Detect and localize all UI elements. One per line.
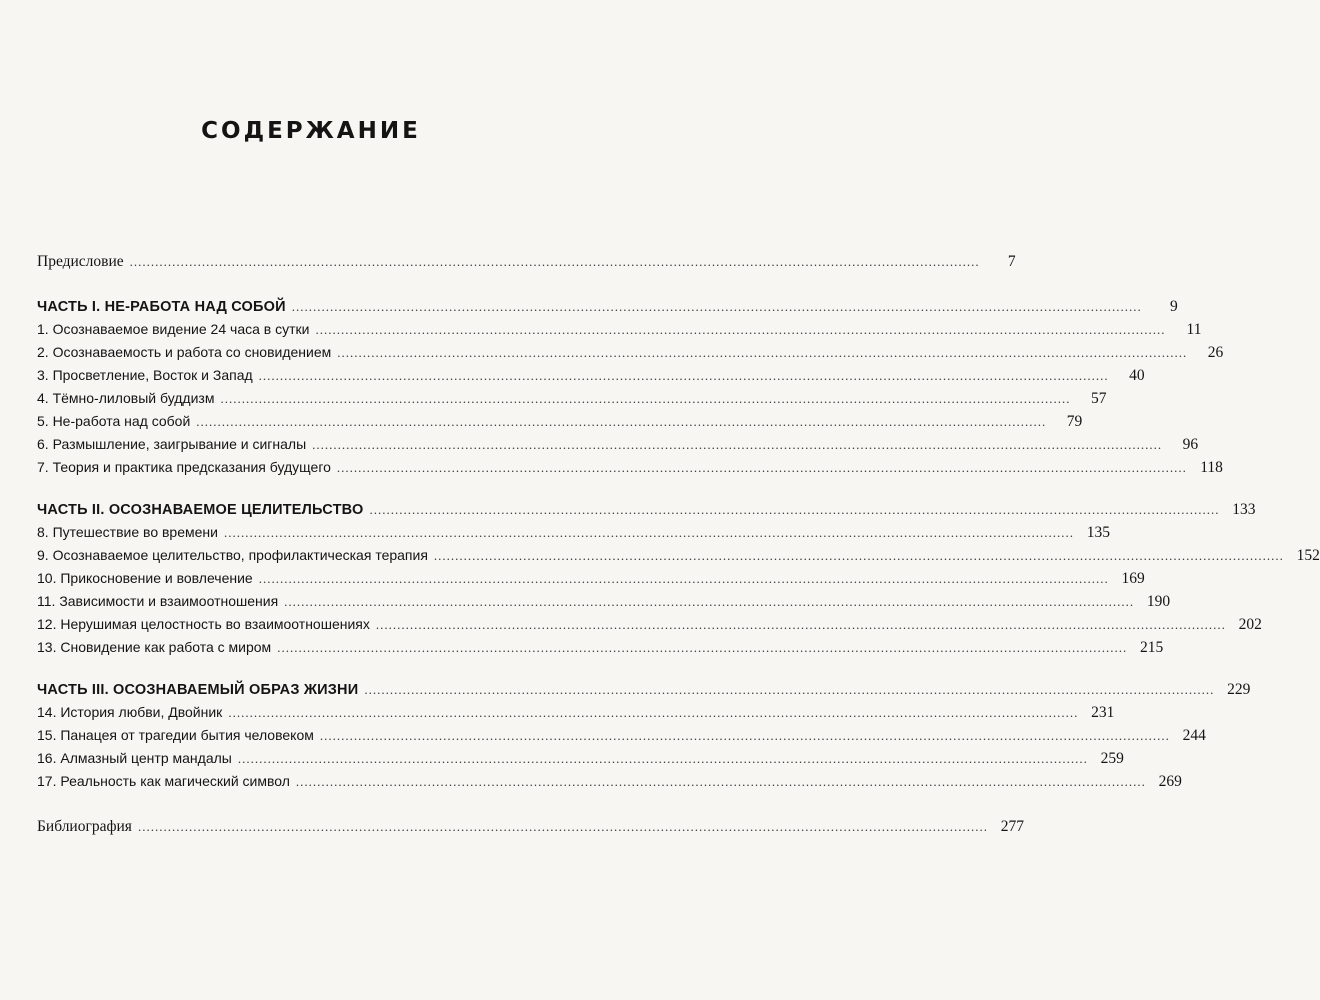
chapter-title: 9. Осознаваемое целительство, профилактическая терапия	[37, 547, 428, 563]
toc-part-3[interactable]	[37, 678, 1251, 701]
dot-leader: ........................................................................................................................................................................................................	[369, 502, 1220, 517]
toc-page-number: 9	[1170, 298, 1178, 315]
dot-leader: ........................................................................................................................................................................................................	[137, 819, 988, 834]
toc-chapter[interactable]	[37, 770, 1182, 793]
toc-page-number: 277	[1000, 818, 1024, 835]
chapter-title: 15. Панацея от трагедии бытия человеком	[37, 727, 314, 743]
toc-chapter[interactable]	[37, 567, 1145, 590]
toc-page-number: 169	[1121, 570, 1145, 587]
dot-leader: ........................................................................................................................................................................................................	[336, 460, 1187, 475]
toc-chapter[interactable]	[37, 364, 1145, 387]
chapter-title: 14. История любви, Двойник	[37, 704, 223, 720]
dot-leader: ........................................................................................................................................................................................................	[291, 299, 1142, 314]
toc-page-number: 133	[1232, 501, 1256, 518]
chapter-title: 12. Нерушимая целостность во взаимоотношениях	[37, 616, 370, 632]
chapter-title: 2. Осознаваемость и работа со сновидением	[37, 344, 332, 360]
chapter-title: 4. Тёмно-лиловый буддизм	[37, 390, 215, 406]
chapter-title: 5. Не-работа над собой	[37, 413, 191, 429]
toc-chapter[interactable]	[37, 544, 1320, 567]
chapter-title: 6. Размышление, заигрывание и сигналы	[37, 436, 307, 452]
dot-leader: ........................................................................................................................................................................................................	[364, 682, 1215, 697]
toc-page-number: 215	[1139, 639, 1164, 656]
part-title: ЧАСТЬ I. НЕ-РАБОТА НАД СОБОЙ	[37, 299, 286, 315]
toc-page-number: 11	[1186, 321, 1202, 338]
toc-page-number: 229	[1227, 681, 1251, 698]
toc-chapter[interactable]	[37, 747, 1124, 770]
toc-page-number: 202	[1238, 616, 1262, 633]
dot-leader: ........................................................................................................................................................................................................	[284, 594, 1135, 609]
toc-page-number: 231	[1091, 704, 1115, 721]
toc-chapter[interactable]	[37, 613, 1262, 636]
dot-leader: ........................................................................................................................................................................................................	[223, 525, 1074, 540]
toc-part-2[interactable]	[37, 498, 1256, 521]
dot-leader: ........................................................................................................................................................................................................	[258, 368, 1109, 383]
toc-entry-label: Предисловие	[37, 253, 124, 270]
toc-chapter[interactable]	[37, 701, 1115, 724]
dot-leader: ........................................................................................................................................................................................................	[433, 548, 1284, 563]
toc-page-number: 57	[1090, 390, 1107, 407]
dot-leader: ........................................................................................................................................................................................................	[129, 254, 980, 269]
table-of-contents	[37, 250, 1320, 838]
chapter-title: 7. Теория и практика предсказания будущего	[37, 459, 331, 475]
dot-leader: ........................................................................................................................................................................................................	[196, 414, 1047, 429]
chapter-title: 13. Сновидение как работа с миром	[37, 639, 272, 655]
toc-entry-label: Библиография	[37, 818, 132, 835]
dot-leader: ........................................................................................................................................................................................................	[337, 345, 1188, 360]
toc-page-number: 135	[1086, 524, 1110, 541]
toc-chapter[interactable]	[37, 341, 1224, 364]
toc-page-number: 7	[1007, 253, 1016, 270]
toc-page-number: 244	[1182, 727, 1206, 744]
dot-leader: ........................................................................................................................................................................................................	[375, 617, 1226, 632]
toc-chapter[interactable]	[37, 724, 1206, 747]
dot-leader: ........................................................................................................................................................................................................	[258, 571, 1109, 586]
toc-chapter[interactable]	[37, 410, 1083, 433]
toc-page-number: 152	[1296, 547, 1320, 564]
chapter-title: 3. Просветление, Восток и Запад	[37, 367, 253, 383]
toc-chapter[interactable]	[37, 318, 1202, 341]
toc-chapter[interactable]	[37, 636, 1164, 659]
chapter-title: 8. Путешествие во времени	[37, 524, 218, 540]
chapter-title: 11. Зависимости и взаимоотношения	[37, 593, 279, 609]
toc-part-1[interactable]	[37, 295, 1178, 318]
toc-entry-bibliography[interactable]	[37, 815, 1024, 838]
toc-page-number: 269	[1158, 773, 1182, 790]
chapter-title: 1. Осознаваемое видение 24 часа в сутки	[37, 321, 310, 337]
toc-chapter[interactable]	[37, 521, 1110, 544]
dot-leader: ........................................................................................................................................................................................................	[319, 728, 1170, 743]
toc-page-number: 79	[1066, 413, 1083, 430]
dot-leader: ........................................................................................................................................................................................................	[220, 391, 1071, 406]
toc-page-number: 40	[1129, 367, 1145, 384]
toc-page-number: 118	[1200, 459, 1223, 476]
toc-page-number: 26	[1207, 344, 1224, 361]
dot-leader: ........................................................................................................................................................................................................	[312, 437, 1163, 452]
part-title: ЧАСТЬ II. ОСОЗНАВАЕМОЕ ЦЕЛИТЕЛЬСТВО	[37, 502, 364, 518]
chapter-title: 10. Прикосновение и вовлечение	[37, 570, 253, 586]
dot-leader: ........................................................................................................................................................................................................	[277, 640, 1128, 655]
toc-page-number: 96	[1182, 436, 1199, 453]
toc-chapter[interactable]	[37, 590, 1171, 613]
toc-page-number: 259	[1100, 750, 1124, 767]
page-title: СОДЕРЖАНИЕ	[201, 118, 421, 144]
dot-leader: ........................................................................................................................................................................................................	[228, 705, 1079, 720]
chapter-title: 17. Реальность как магический символ	[37, 773, 290, 789]
toc-page-number: 190	[1146, 593, 1171, 610]
dot-leader: ........................................................................................................................................................................................................	[315, 322, 1166, 337]
toc-entry-preface[interactable]	[37, 250, 1016, 273]
toc-chapter[interactable]	[37, 433, 1199, 456]
dot-leader: ........................................................................................................................................................................................................	[237, 751, 1088, 766]
chapter-title: 16. Алмазный центр мандалы	[37, 750, 232, 766]
dot-leader: ........................................................................................................................................................................................................	[295, 774, 1146, 789]
toc-chapter[interactable]	[37, 456, 1223, 479]
part-title: ЧАСТЬ III. ОСОЗНАВАЕМЫЙ ОБРАЗ ЖИЗНИ	[37, 682, 359, 698]
toc-chapter[interactable]	[37, 387, 1107, 410]
